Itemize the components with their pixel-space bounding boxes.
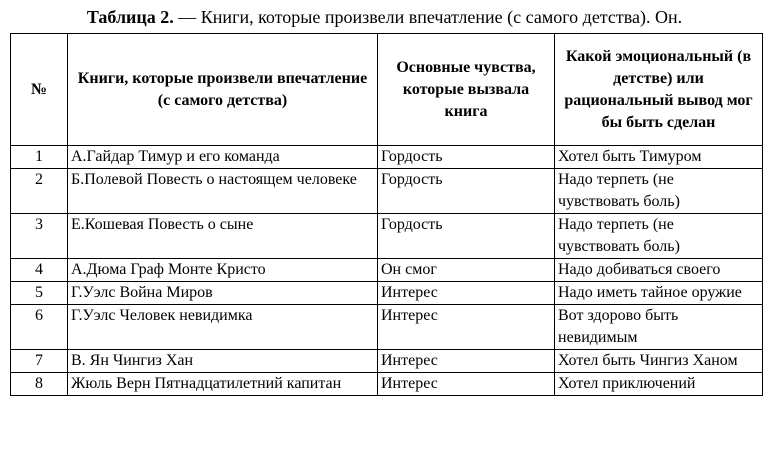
row-book: В. Ян Чингиз Хан bbox=[68, 350, 378, 373]
books-table bbox=[10, 33, 763, 396]
row-number: 8 bbox=[11, 373, 68, 396]
row-feeling: Гордость bbox=[378, 146, 555, 169]
row-feeling: Интерес bbox=[378, 305, 555, 350]
table-row bbox=[11, 373, 763, 396]
header-books: Книги, которые произвели впечатление (с самого детства) bbox=[68, 34, 378, 146]
row-book: Жюль Верн Пятнадцатилетний капитан bbox=[68, 373, 378, 396]
row-number: 3 bbox=[11, 214, 68, 259]
row-book: А.Гайдар Тимур и его команда bbox=[68, 146, 378, 169]
row-feeling: Гордость bbox=[378, 169, 555, 214]
table-row bbox=[11, 305, 763, 350]
table-row bbox=[11, 259, 763, 282]
table-row bbox=[11, 169, 763, 214]
table-header-row bbox=[11, 34, 763, 146]
table-caption-text: — Книги, которые произвели впечатление (с самого детства). Он. bbox=[173, 7, 683, 27]
row-conclusion: Хотел приключений bbox=[555, 373, 763, 396]
row-book: Б.Полевой Повесть о настоящем человеке bbox=[68, 169, 378, 214]
row-feeling: Интерес bbox=[378, 282, 555, 305]
row-book: Е.Кошевая Повесть о сыне bbox=[68, 214, 378, 259]
row-conclusion: Хотел быть Тимуром bbox=[555, 146, 763, 169]
row-feeling: Гордость bbox=[378, 214, 555, 259]
row-conclusion: Хотел быть Чингиз Ханом bbox=[555, 350, 763, 373]
row-number: 2 bbox=[11, 169, 68, 214]
row-number: 4 bbox=[11, 259, 68, 282]
row-conclusion: Надо терпеть (не чувствовать боль) bbox=[555, 169, 763, 214]
row-number: 7 bbox=[11, 350, 68, 373]
row-feeling: Интерес bbox=[378, 350, 555, 373]
row-book: А.Дюма Граф Монте Кристо bbox=[68, 259, 378, 282]
header-feelings: Основные чувства, которые вызвала книга bbox=[378, 34, 555, 146]
row-feeling: Интерес bbox=[378, 373, 555, 396]
row-book: Г.Уэлс Война Миров bbox=[68, 282, 378, 305]
header-number: № bbox=[11, 34, 68, 146]
row-conclusion: Надо добиваться своего bbox=[555, 259, 763, 282]
row-conclusion: Надо терпеть (не чувствовать боль) bbox=[555, 214, 763, 259]
row-conclusion: Вот здорово быть невидимым bbox=[555, 305, 763, 350]
table-row bbox=[11, 350, 763, 373]
table-caption bbox=[0, 6, 769, 28]
table-row bbox=[11, 146, 763, 169]
table-row bbox=[11, 214, 763, 259]
table-caption-label: Таблица 2. bbox=[86, 7, 174, 27]
row-conclusion: Надо иметь тайное оружие bbox=[555, 282, 763, 305]
row-number: 6 bbox=[11, 305, 68, 350]
row-book: Г.Уэлс Человек невидимка bbox=[68, 305, 378, 350]
row-number: 1 bbox=[11, 146, 68, 169]
row-number: 5 bbox=[11, 282, 68, 305]
header-conclusion: Какой эмоциональный (в детстве) или рациональный вывод мог бы быть сделан bbox=[555, 34, 763, 146]
table-row bbox=[11, 282, 763, 305]
row-feeling: Он смог bbox=[378, 259, 555, 282]
